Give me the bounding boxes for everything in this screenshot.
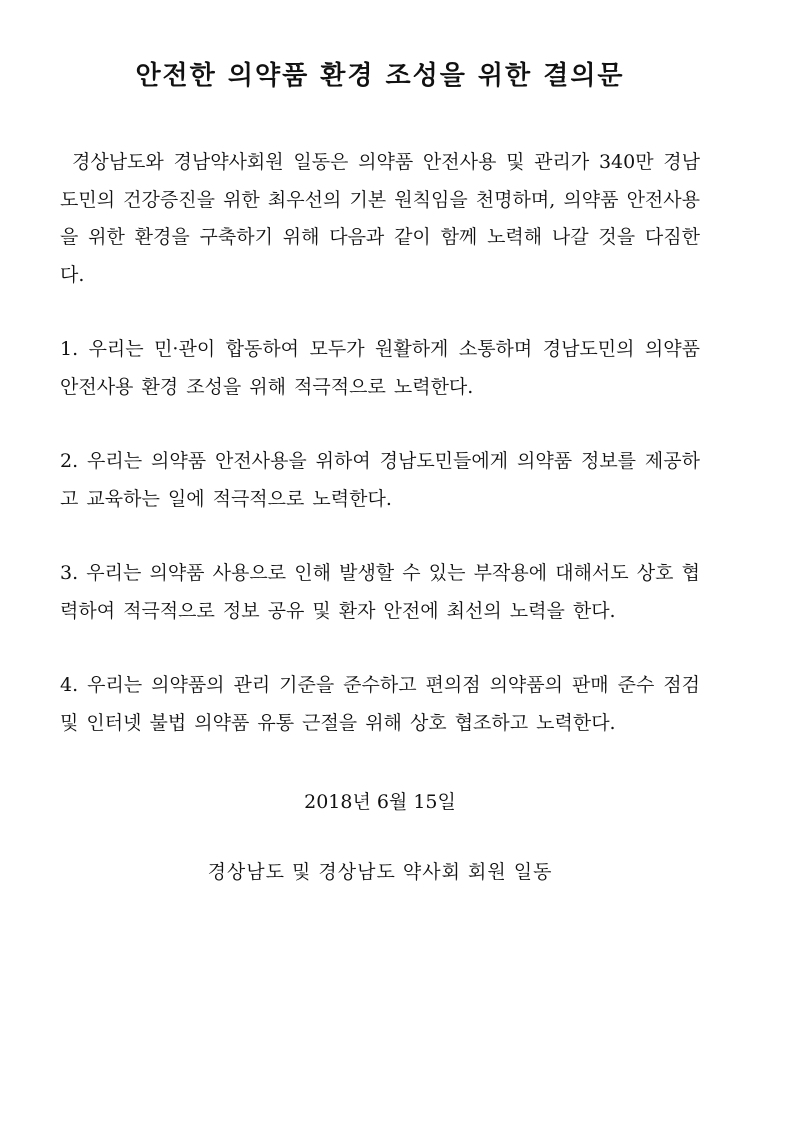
intro-paragraph: 경상남도와 경남약사회원 일동은 의약품 안전사용 및 관리가 340만 경남도민의 건강증진을 위한 최우선의 기본 원칙임을 천명하며, 의약품 안전사용을 위한 환경을 구축하기 위해 다음과 같이 함께 노력해 나갈 것을 다짐한다. xyxy=(60,151,700,286)
resolution-item-4: 4. 우리는 의약품의 관리 기준을 준수하고 편의점 의약품의 판매 준수 점검 및 인터넷 불법 의약품 유통 근절을 위해 상호 협조하고 노력한다. xyxy=(60,674,700,734)
resolution-item-3: 3. 우리는 의약품 사용으로 인해 발생할 수 있는 부작용에 대해서도 상호 협력하여 적극적으로 정보 공유 및 환자 안전에 최선의 노력을 한다. xyxy=(60,562,700,622)
resolution-item-1: 1. 우리는 민·관이 합동하여 모두가 원활하게 소통하며 경남도민의 의약품 안전사용 환경 조성을 위해 적극적으로 노력한다. xyxy=(60,338,700,398)
resolution-item-2: 2. 우리는 의약품 안전사용을 위하여 경남도민들에게 의약품 정보를 제공하고 교육하는 일에 적극적으로 노력한다. xyxy=(60,450,700,510)
document-date: 2018년 6월 15일 xyxy=(304,791,456,813)
document-title: 안전한 의약품 환경 조성을 위한 결의문 xyxy=(135,61,625,91)
signatory-line: 경상남도 및 경상남도 약사회 회원 일동 xyxy=(207,861,553,883)
